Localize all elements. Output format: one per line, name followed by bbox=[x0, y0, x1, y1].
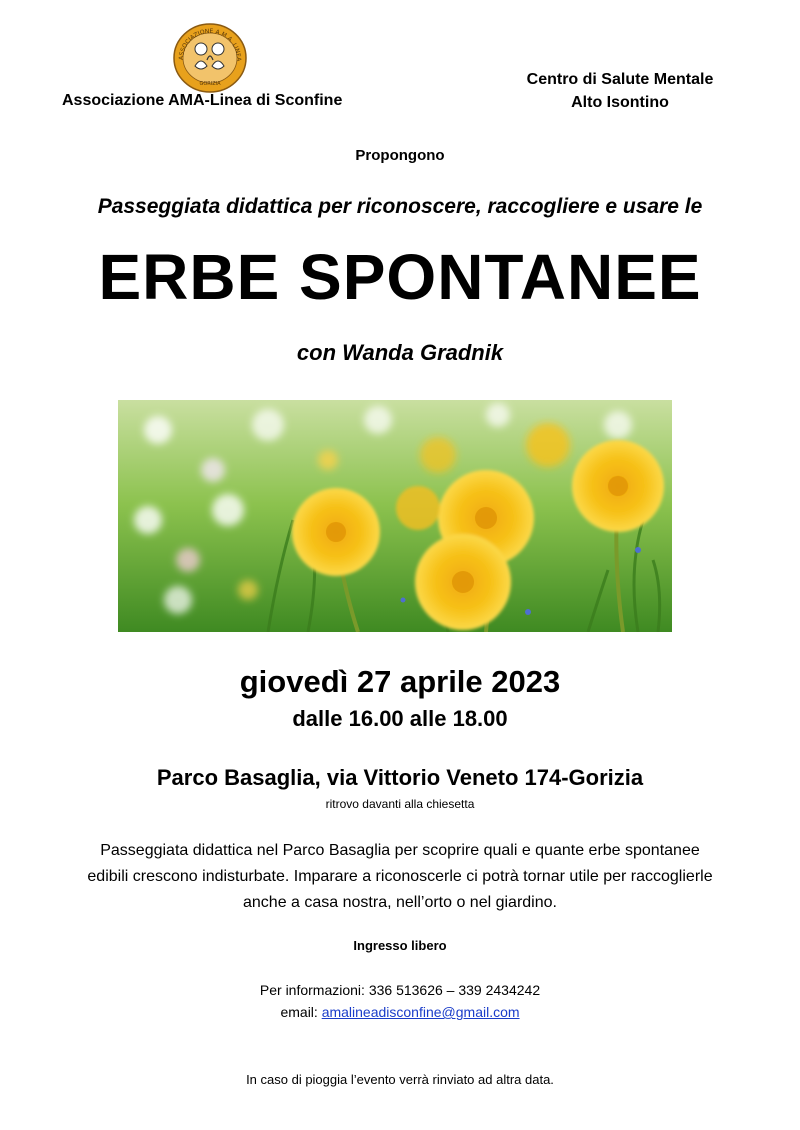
right-organization bbox=[510, 68, 730, 114]
email-link[interactable]: amalineadisconfine@gmail.com bbox=[321, 1004, 520, 1020]
association-logo bbox=[171, 22, 249, 94]
description-line2: edibili crescono indisturbate. Imparare a riconoscerle ci potrà tornar utile per raccoglierle bbox=[87, 868, 713, 885]
event-venue: Parco Basaglia, via Vittorio Veneto 174-Gorizia bbox=[156, 765, 644, 790]
description-line1: Passeggiata didattica nel Parco Basaglia per scoprire quali e quante erbe spontanee bbox=[100, 842, 700, 859]
right-org-line2: Alto Isontino bbox=[571, 94, 669, 111]
logo-bottom-text: GORIZIA bbox=[199, 81, 221, 87]
meeting-point: ritrovo davanti alla chiesetta bbox=[325, 797, 475, 811]
right-org-line1: Centro di Salute Mentale bbox=[526, 71, 714, 88]
phone-info: Per informazioni: 336 513626 – 339 2434242 bbox=[259, 982, 541, 998]
rain-note: In caso di pioggia l’evento verrà rinviato ad altra data. bbox=[246, 1072, 554, 1087]
logo-ring-text: ASSOCIAZIONE A.M.A. LINEA bbox=[177, 27, 243, 62]
event-time: dalle 16.00 alle 18.00 bbox=[292, 706, 508, 731]
entry-note: Ingresso libero bbox=[353, 938, 447, 953]
main-title: ERBE SPONTANEE bbox=[98, 241, 702, 313]
left-organization: Associazione AMA-Linea di Sconfine bbox=[62, 92, 343, 109]
event-description bbox=[40, 838, 760, 916]
host-line: con Wanda Gradnik bbox=[296, 340, 504, 365]
email-label: email: bbox=[280, 1004, 322, 1020]
event-date: giovedì 27 aprile 2023 bbox=[239, 664, 561, 699]
dandelion-meadow-photo bbox=[118, 400, 672, 632]
propongono-label: Propongono bbox=[355, 147, 445, 164]
description-line3: anche a casa nostra, nell’orto o nel giardino. bbox=[243, 894, 557, 911]
event-subtitle: Passeggiata didattica per riconoscere, raccogliere e usare le bbox=[97, 195, 703, 218]
email-info bbox=[0, 1004, 800, 1020]
